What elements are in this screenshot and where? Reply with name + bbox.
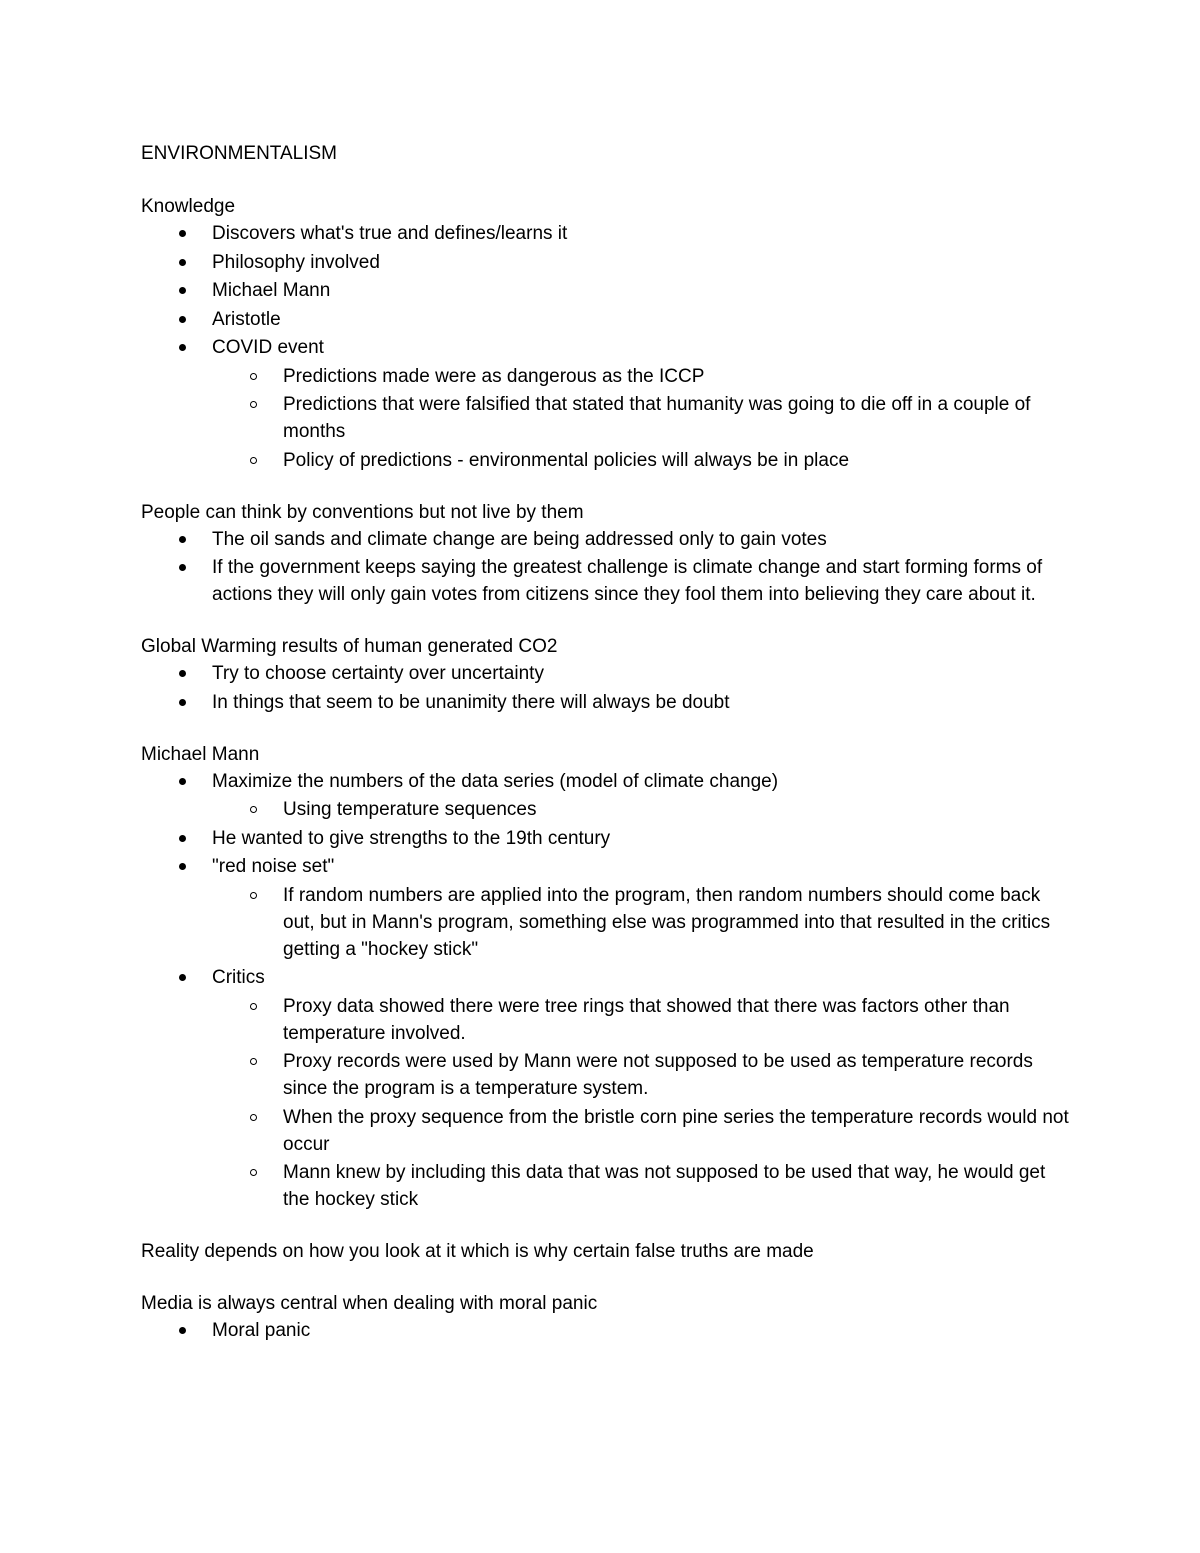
sub-list-item-text: Predictions that were falsified that stated that humanity was going to die off in a couple of months [283,394,1031,442]
sections-container [141,193,1071,1344]
list-item-text: The oil sands and climate change are being addressed only to gain votes [212,528,827,550]
bullet-list [141,660,1071,716]
sub-list-item [141,363,1071,390]
sub-list-item-text: When the proxy sequence from the bristle corn pine series the temperature records would not occur [283,1106,1069,1155]
bullet-disc-icon [179,835,186,842]
section [141,1238,1071,1265]
list-item-text: Moral panic [212,1320,311,1341]
bullet-disc-icon [179,699,186,706]
section-heading: Global Warming results of human generated CO2 [141,636,558,657]
list-item [141,825,1071,852]
bullet-disc-icon [179,778,186,785]
bullet-disc-icon [179,230,186,237]
bullet-disc-icon [179,1327,186,1334]
sub-list-item-text: Policy of predictions - environmental policies will always be in place [283,449,850,471]
list-item-text: "red noise set" [212,856,335,877]
sub-list-item [141,447,1071,474]
sub-list-item-text: Using temperature sequences [283,799,537,820]
section [141,1290,1071,1344]
bullet-circle-icon [250,1058,257,1065]
section-heading: Media is always central when dealing with moral panic [141,1293,598,1314]
bullet-list [141,526,1071,609]
sub-list-item [141,796,1071,823]
list-item [141,526,1071,553]
list-item [141,220,1071,247]
bullet-disc-icon [179,974,186,981]
list-item [141,853,1071,880]
document-title: ENVIRONMENTALISM [141,143,338,164]
sub-list-item-text: Proxy data showed there were tree rings that showed that there was factors other than temperature involved. [283,995,1010,1044]
bullet-circle-icon [250,892,257,899]
sub-list-item-text: Mann knew by including this data that was not supposed to be used that way, he would get the hockey stick [283,1162,1046,1210]
bullet-circle-icon [250,373,257,380]
section [141,499,1071,609]
bullet-circle-icon [250,1114,257,1121]
list-item [141,660,1071,687]
document-body [141,140,1071,1369]
section-heading: People can think by conventions but not live by them [141,501,584,523]
bullet-disc-icon [179,863,186,870]
bullet-circle-icon [250,457,257,464]
list-item [141,249,1071,276]
bullet-disc-icon [179,344,186,351]
bullet-disc-icon [179,564,186,571]
sub-list-item-text: Predictions made were as dangerous as the ICCP [283,365,705,387]
list-item [141,689,1071,716]
list-item-text: Critics [212,967,265,988]
sub-list-item [141,993,1071,1047]
section [141,741,1071,1214]
list-item-text: COVID event [212,337,324,358]
list-item [141,277,1071,304]
bullet-circle-icon [250,1169,257,1176]
list-item-text: If the government keeps saying the greatest challenge is climate change and start forming forms of actions they will only gain votes from citizens since they fool them into believing they care about it. [212,557,1043,605]
bullet-list [141,768,1071,1214]
bullet-list [141,1317,1071,1344]
section [141,193,1071,474]
sub-list-item [141,1048,1071,1102]
bullet-disc-icon [179,287,186,294]
sub-list-item-text: If random numbers are applied into the program, then random numbers should come back out, but in Mann's program, something else was programmed into that resulted in the critics getting a "hockey stick" [283,884,1051,960]
list-item-text: Philosophy involved [212,251,380,273]
sub-list-item-text: Proxy records were used by Mann were not supposed to be used as temperature records since the program is a temperature system. [283,1051,1033,1099]
bullet-circle-icon [250,1003,257,1010]
list-item [141,334,1071,361]
section-heading: Reality depends on how you look at it which is why certain false truths are made [141,1241,814,1262]
bullet-disc-icon [179,259,186,266]
list-item-text: Michael Mann [212,280,331,301]
sub-list-item [141,1104,1071,1158]
section [141,633,1071,716]
section-heading: Knowledge [141,196,236,217]
list-item [141,964,1071,991]
list-item [141,1317,1071,1344]
bullet-disc-icon [179,316,186,323]
list-item-text: Try to choose certainty over uncertainty [212,663,544,684]
list-item-text: Maximize the numbers of the data series (model of climate change) [212,770,779,792]
bullet-list [141,220,1071,474]
section-heading: Michael Mann [141,743,260,765]
list-item [141,306,1071,333]
sub-list-item [141,391,1071,445]
sub-list-item [141,882,1071,963]
list-item-text: Discovers what's true and defines/learns it [212,223,568,244]
list-item-text: In things that seem to be unanimity there will always be doubt [212,691,730,713]
bullet-disc-icon [179,536,186,543]
list-item-text: Aristotle [212,308,281,330]
sub-list-item [141,1159,1071,1213]
list-item-text: He wanted to give strengths to the 19th century [212,827,611,849]
list-item [141,768,1071,795]
list-item [141,554,1071,608]
bullet-disc-icon [179,670,186,677]
bullet-circle-icon [250,401,257,408]
bullet-circle-icon [250,806,257,813]
